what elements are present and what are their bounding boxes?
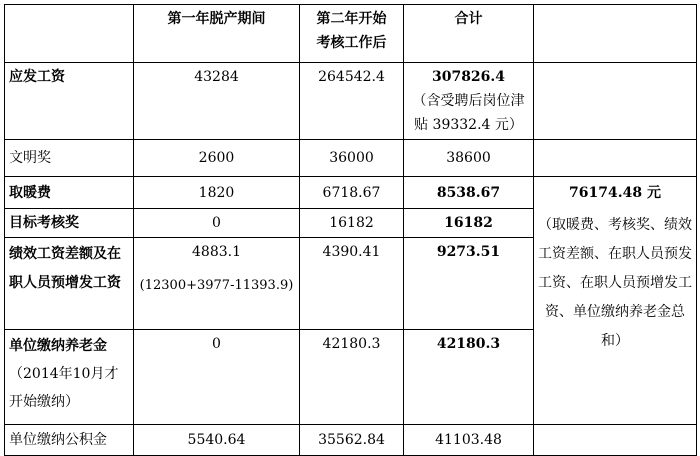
total-note: （含受聘后岗位津贴 39332.4 元） bbox=[412, 93, 525, 133]
cell-year1: 5540.64 bbox=[134, 425, 300, 456]
salary-table bbox=[4, 4, 697, 456]
cell-total: 16182 bbox=[404, 209, 534, 238]
header-total: 合计 bbox=[404, 5, 534, 63]
total-value: 307826.4 bbox=[431, 69, 506, 85]
summary-blank bbox=[534, 425, 697, 456]
summary-value: 76174.48 元 bbox=[569, 185, 661, 201]
summary-blank bbox=[534, 140, 697, 177]
cell-year1: 2600 bbox=[134, 140, 300, 177]
cell-year1-value: 4883.1 bbox=[192, 244, 241, 260]
table-row bbox=[5, 140, 697, 177]
cell-year1-note: (12300+3977-11393.9) bbox=[139, 278, 294, 293]
cell-total: 38600 bbox=[404, 140, 534, 177]
row-label: 文明奖 bbox=[5, 140, 134, 177]
header-year2-text: 第二年开始 考核工作后 bbox=[316, 11, 387, 51]
summary-cell bbox=[534, 177, 697, 425]
row-label: 应发工资 bbox=[5, 63, 134, 140]
summary-blank bbox=[534, 63, 697, 140]
header-blank bbox=[5, 5, 134, 63]
row-label-note: （2014年10月才开始缴纳） bbox=[9, 366, 119, 410]
cell-year1: 1820 bbox=[134, 177, 300, 209]
row-label: 目标考核奖 bbox=[5, 209, 134, 238]
header-year2 bbox=[300, 5, 404, 63]
cell-total bbox=[404, 63, 534, 140]
table-row bbox=[5, 63, 697, 140]
cell-year2: 4390.41 bbox=[300, 238, 404, 330]
cell-year2: 6718.67 bbox=[300, 177, 404, 209]
cell-year2: 16182 bbox=[300, 209, 404, 238]
row-label: 单位缴纳养老金 bbox=[9, 338, 107, 354]
cell-total: 42180.3 bbox=[404, 330, 534, 425]
cell-year2: 264542.4 bbox=[300, 63, 404, 140]
cell-year2: 42180.3 bbox=[300, 330, 404, 425]
summary-note: （取暖费、考核奖、绩效工资差额、在职人员预发工资、在职人员预增发工资、单位缴纳养老金总和） bbox=[538, 217, 692, 349]
row-label: 单位缴纳公积金 bbox=[5, 425, 134, 456]
cell-year2: 35562.84 bbox=[300, 425, 404, 456]
cell-year1: 0 bbox=[134, 209, 300, 238]
cell-year1 bbox=[134, 238, 300, 330]
header-row bbox=[5, 5, 697, 63]
cell-year1: 0 bbox=[134, 330, 300, 425]
cell-total: 9273.51 bbox=[404, 238, 534, 330]
row-label-cell bbox=[5, 330, 134, 425]
header-year1: 第一年脱产期间 bbox=[134, 5, 300, 63]
table-row bbox=[5, 425, 697, 456]
cell-year2: 36000 bbox=[300, 140, 404, 177]
row-label: 绩效工资差额及在职人员预增发工资 bbox=[5, 238, 134, 330]
table-row bbox=[5, 177, 697, 209]
header-summary-blank bbox=[534, 5, 697, 63]
cell-total: 8538.67 bbox=[404, 177, 534, 209]
row-label: 取暖费 bbox=[5, 177, 134, 209]
cell-year1: 43284 bbox=[134, 63, 300, 140]
cell-total: 41103.48 bbox=[404, 425, 534, 456]
